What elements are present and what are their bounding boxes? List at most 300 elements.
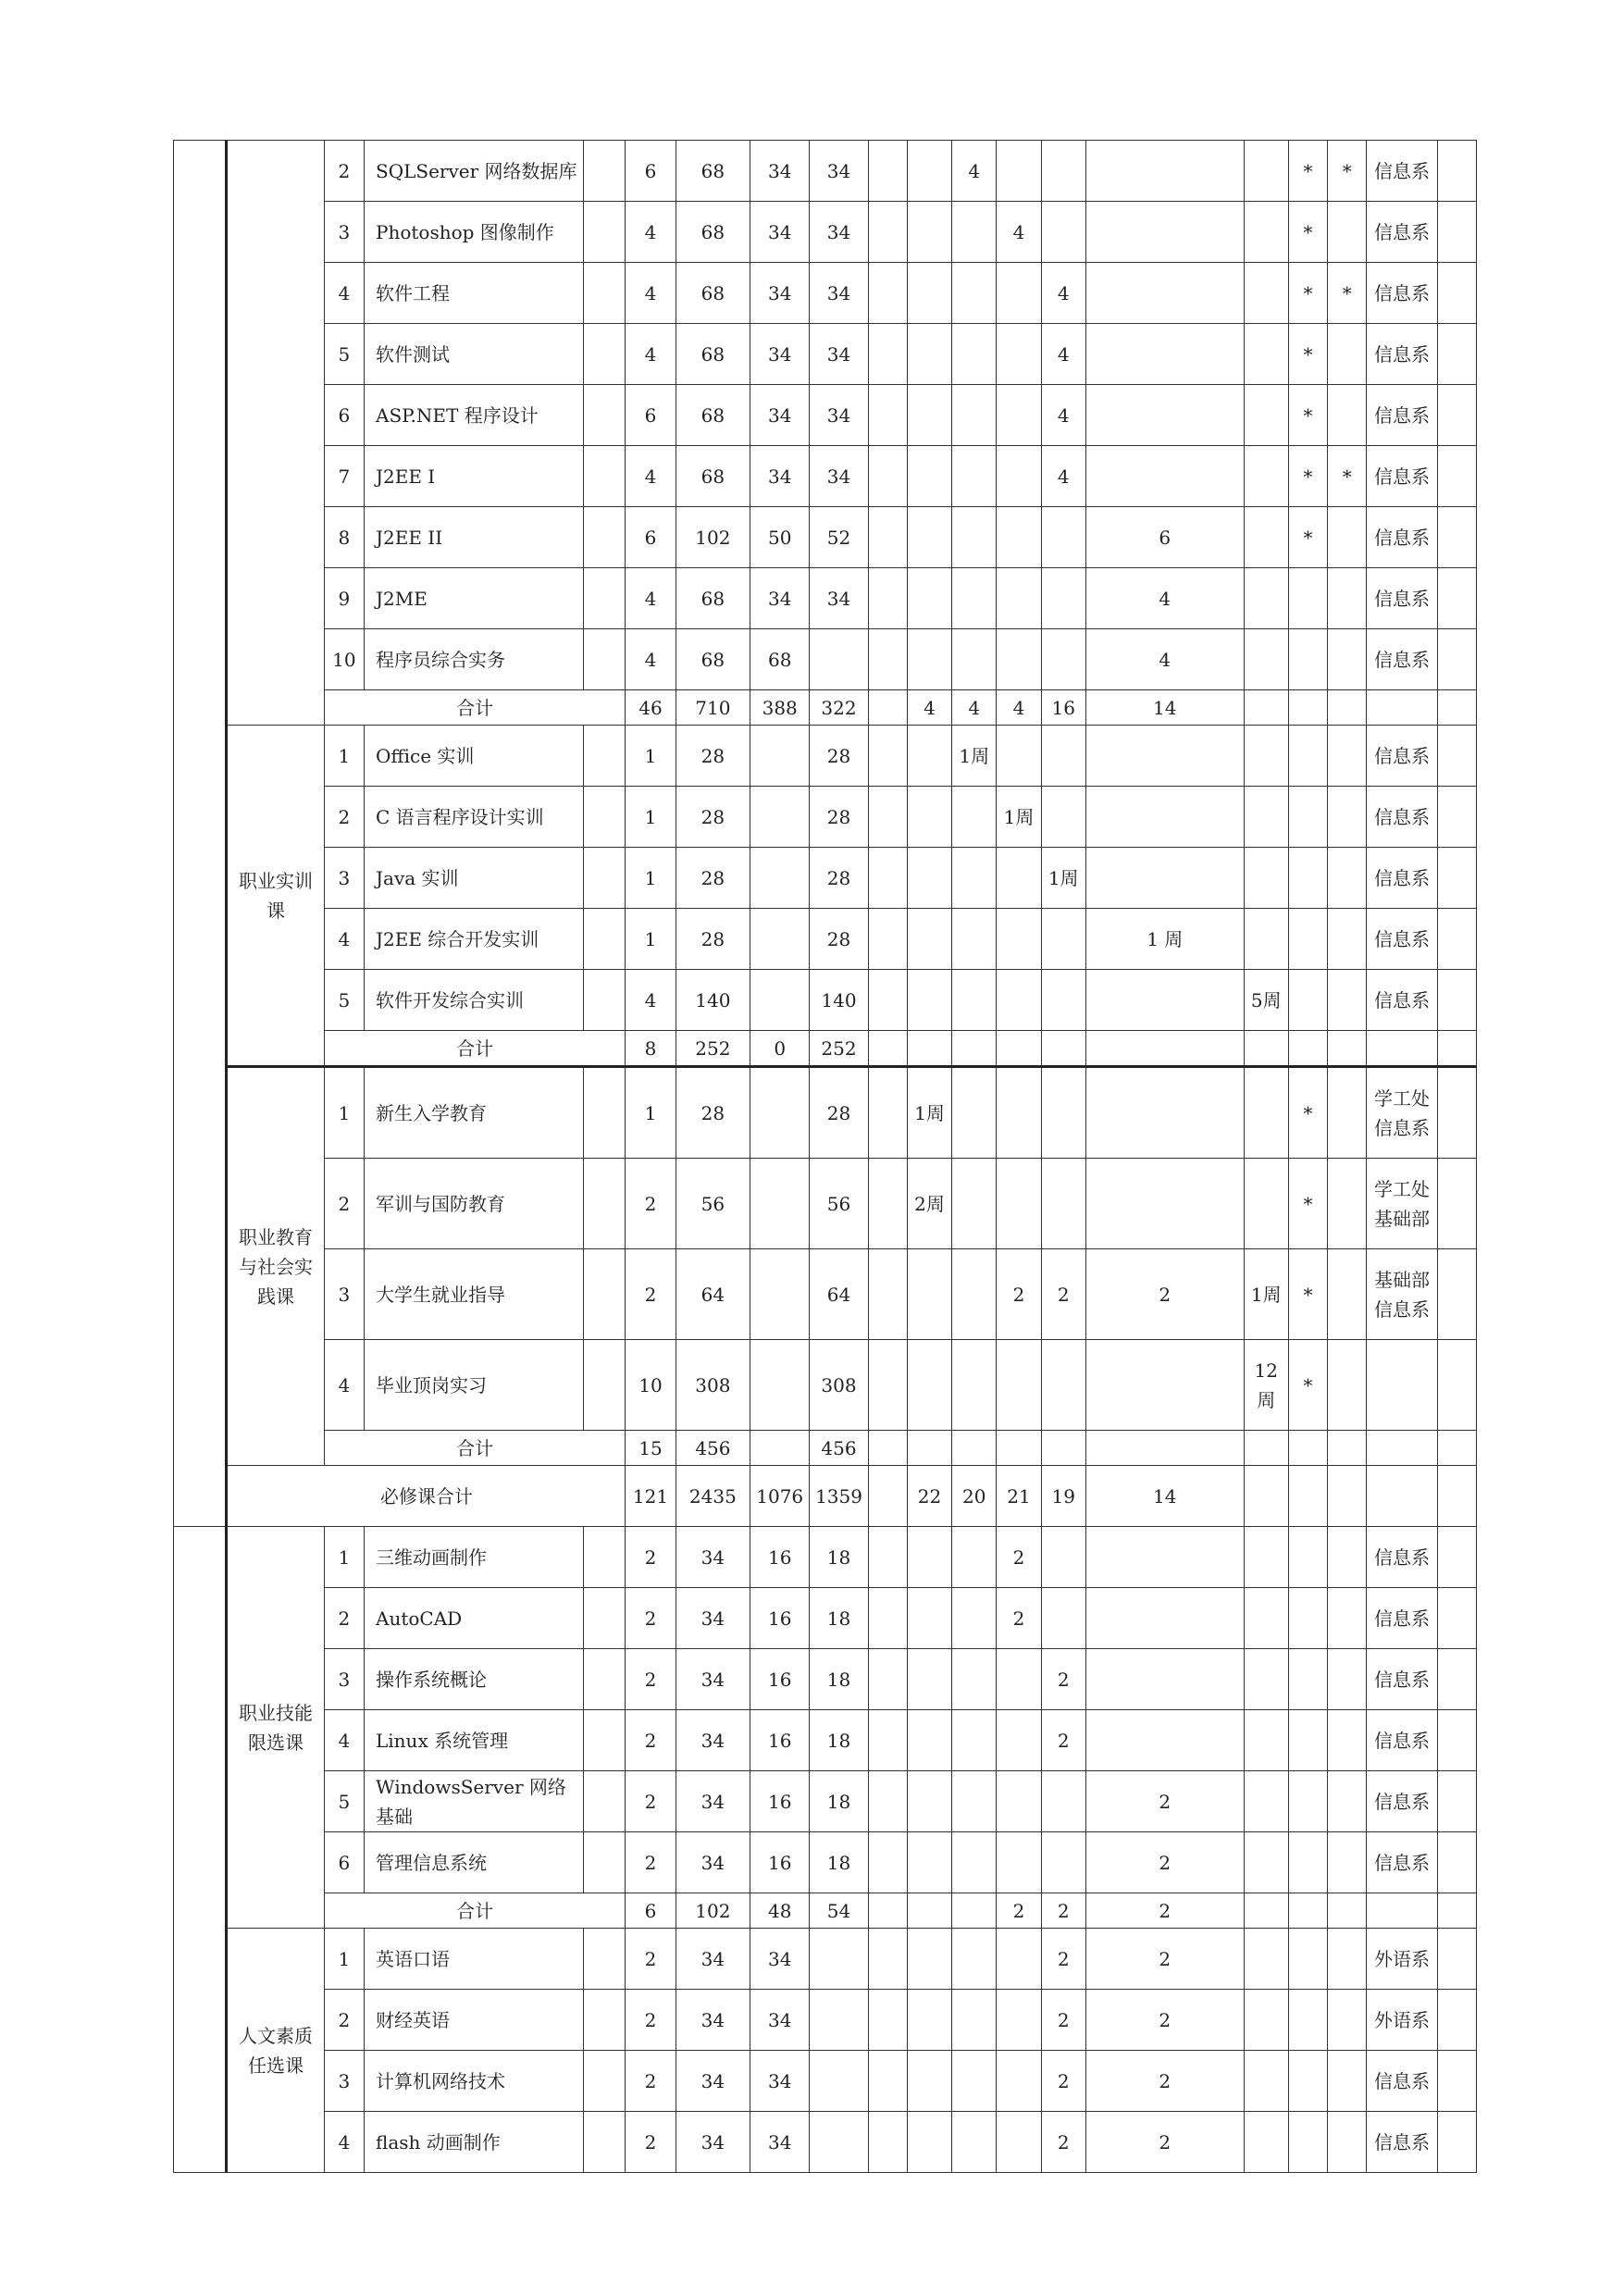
semester-hours: [1244, 1466, 1288, 1527]
semester-hours: [997, 568, 1041, 629]
course-name: J2EE II: [365, 507, 584, 568]
semester-hours: [907, 1588, 951, 1649]
remark-cell: [1437, 1249, 1476, 1340]
department: 信息系: [1367, 726, 1437, 787]
blank-cell: [868, 970, 907, 1031]
semester-hours: [952, 848, 997, 909]
semester-hours: [952, 1710, 997, 1771]
blank-cell: [868, 1649, 907, 1710]
credit: 1: [626, 909, 676, 970]
blank-cell: [584, 2112, 626, 2173]
semester-hours: [1244, 202, 1288, 263]
exam-mark: [1288, 726, 1327, 787]
theory-hours: 16: [750, 1649, 810, 1710]
semester-hours: [907, 263, 951, 324]
theory-hours: 16: [750, 1527, 810, 1588]
semester-hours: [952, 1929, 997, 1990]
course-number: 4: [324, 263, 364, 324]
theory-hours: [750, 970, 810, 1031]
theory-hours: [750, 1159, 810, 1249]
credit: 6: [626, 141, 676, 202]
practice-hours: [810, 1929, 868, 1990]
remark-cell: [1437, 1832, 1476, 1893]
blank-cell: [584, 141, 626, 202]
theory-hours: [750, 1249, 810, 1340]
department: [1367, 1340, 1437, 1431]
department: 外语系: [1367, 1990, 1437, 2051]
assessment-mark: *: [1328, 141, 1367, 202]
course-name: J2EE 综合开发实训: [365, 909, 584, 970]
blank-cell: [1288, 690, 1327, 726]
credit: 4: [626, 202, 676, 263]
remark-cell: [1437, 507, 1476, 568]
department: 信息系: [1367, 909, 1437, 970]
semester-hours: 4: [997, 690, 1041, 726]
credit: 4: [626, 446, 676, 507]
semester-hours: 2: [1041, 2051, 1085, 2112]
credit: 2: [626, 1771, 676, 1832]
course-number: 4: [324, 2112, 364, 2173]
practice-hours: 18: [810, 1588, 868, 1649]
practice-hours: 18: [810, 1710, 868, 1771]
remark-cell: [1437, 1067, 1476, 1159]
theory-hours: [750, 726, 810, 787]
total-hours: 68: [676, 141, 750, 202]
course-number: 3: [324, 202, 364, 263]
semester-hours: [1244, 1990, 1288, 2051]
semester-hours: [907, 1929, 951, 1990]
semester-hours: [997, 263, 1041, 324]
course-name: 操作系统概论: [365, 1649, 584, 1710]
department: 信息系: [1367, 1527, 1437, 1588]
department: 信息系: [1367, 1588, 1437, 1649]
semester-hours: [1085, 263, 1244, 324]
department: 信息系: [1367, 787, 1437, 848]
subtotal-label: 必修课合计: [227, 1466, 626, 1527]
practice-hours: 34: [810, 324, 868, 385]
theory-hours: 68: [750, 629, 810, 690]
practice-hours: 18: [810, 1832, 868, 1893]
assessment-mark: [1328, 385, 1367, 446]
remark-cell: [1437, 1159, 1476, 1249]
table-row: [174, 1527, 1477, 1588]
semester-hours: [1041, 1159, 1085, 1249]
total-hours: 68: [676, 446, 750, 507]
total-hours: 34: [676, 1990, 750, 2051]
semester-hours: [907, 1249, 951, 1340]
blank-cell: [584, 202, 626, 263]
semester-hours: 12周: [1244, 1340, 1288, 1431]
total-hours: 34: [676, 1929, 750, 1990]
table-row: [174, 909, 1477, 970]
department: 学工处基础部: [1367, 1159, 1437, 1249]
total-hours: 34: [676, 1527, 750, 1588]
blank-cell: [868, 1466, 907, 1527]
semester-hours: [952, 1431, 997, 1466]
semester-hours: [997, 324, 1041, 385]
subtotal-label: 合计: [324, 690, 626, 726]
semester-hours: [907, 629, 951, 690]
exam-mark: *: [1288, 1340, 1327, 1431]
remark-cell: [1437, 970, 1476, 1031]
semester-hours: [907, 1893, 951, 1929]
semester-hours: 2: [1085, 1929, 1244, 1990]
course-number: 3: [324, 2051, 364, 2112]
practice-hours: 1359: [810, 1466, 868, 1527]
semester-hours: 2: [1041, 1649, 1085, 1710]
semester-hours: [952, 202, 997, 263]
practice-hours: 28: [810, 1067, 868, 1159]
assessment-mark: [1328, 1990, 1367, 2051]
assessment-mark: *: [1328, 446, 1367, 507]
semester-hours: [1085, 1031, 1244, 1067]
exam-mark: *: [1288, 1159, 1327, 1249]
course-name: ASP.NET 程序设计: [365, 385, 584, 446]
theory-hours: [750, 848, 810, 909]
semester-hours: [1244, 385, 1288, 446]
course-plan-table: [173, 140, 1477, 2173]
blank-cell: [868, 1249, 907, 1340]
total-hours: 34: [676, 1649, 750, 1710]
exam-mark: [1288, 2112, 1327, 2173]
blank-cell: [868, 1710, 907, 1771]
remark-cell: [1437, 1649, 1476, 1710]
blank-cell: [584, 507, 626, 568]
practice-hours: 28: [810, 909, 868, 970]
semester-hours: [1041, 1340, 1085, 1431]
exam-mark: [1288, 1832, 1327, 1893]
semester-hours: 22: [907, 1466, 951, 1527]
semester-hours: [1041, 1031, 1085, 1067]
theory-hours: [750, 909, 810, 970]
table-row: [174, 568, 1477, 629]
theory-hours: 16: [750, 1588, 810, 1649]
remark-cell: [1437, 141, 1476, 202]
semester-hours: 4: [1041, 324, 1085, 385]
semester-hours: 20: [952, 1466, 997, 1527]
exam-mark: *: [1288, 263, 1327, 324]
credit: 2: [626, 1588, 676, 1649]
semester-hours: [1041, 1588, 1085, 1649]
exam-mark: [1288, 970, 1327, 1031]
semester-hours: 4: [1041, 263, 1085, 324]
semester-hours: [1244, 507, 1288, 568]
semester-hours: [1244, 787, 1288, 848]
group-label: 职业实训课: [227, 726, 325, 1067]
blank-cell: [584, 787, 626, 848]
semester-hours: [1244, 1067, 1288, 1159]
credit: 2: [626, 1649, 676, 1710]
assessment-mark: [1328, 324, 1367, 385]
practice-hours: 28: [810, 848, 868, 909]
department: 信息系: [1367, 446, 1437, 507]
practice-hours: 34: [810, 202, 868, 263]
table-row: [174, 1340, 1477, 1431]
exam-mark: [1288, 1588, 1327, 1649]
blank-cell: [868, 141, 907, 202]
theory-hours: [750, 787, 810, 848]
semester-hours: 2: [1085, 2112, 1244, 2173]
course-number: 3: [324, 848, 364, 909]
semester-hours: [1244, 446, 1288, 507]
semester-hours: 2: [1085, 1832, 1244, 1893]
semester-hours: [997, 141, 1041, 202]
remark-cell: [1437, 787, 1476, 848]
exam-mark: [1288, 2051, 1327, 2112]
semester-hours: [952, 507, 997, 568]
practice-hours: 52: [810, 507, 868, 568]
category-cell: [174, 141, 227, 1527]
department: 信息系: [1367, 1649, 1437, 1710]
table-row: [174, 507, 1477, 568]
blank-cell: [868, 1340, 907, 1431]
group-label: 职业教育与社会实践课: [227, 1067, 325, 1466]
assessment-mark: [1328, 1929, 1367, 1990]
table-row: [174, 2112, 1477, 2173]
remark-cell: [1437, 568, 1476, 629]
semester-hours: 4: [952, 141, 997, 202]
blank-cell: [584, 909, 626, 970]
course-number: 8: [324, 507, 364, 568]
semester-hours: [997, 1159, 1041, 1249]
credit: 6: [626, 385, 676, 446]
semester-hours: [952, 568, 997, 629]
blank-cell: [1367, 690, 1437, 726]
semester-hours: [952, 1340, 997, 1431]
remark-cell: [1437, 385, 1476, 446]
semester-hours: [1244, 1031, 1288, 1067]
table-row: [174, 263, 1477, 324]
blank-cell: [868, 909, 907, 970]
semester-hours: 1周: [1041, 848, 1085, 909]
course-number: 1: [324, 1929, 364, 1990]
semester-hours: [952, 1832, 997, 1893]
semester-hours: [952, 1249, 997, 1340]
semester-hours: 4: [1085, 629, 1244, 690]
course-number: 5: [324, 970, 364, 1031]
table-row: [174, 1588, 1477, 1649]
blank-cell: [584, 446, 626, 507]
total-hours: 140: [676, 970, 750, 1031]
semester-hours: 2: [997, 1893, 1041, 1929]
semester-hours: 4: [952, 690, 997, 726]
semester-hours: [1041, 1067, 1085, 1159]
semester-hours: [1085, 141, 1244, 202]
remark-cell: [1437, 202, 1476, 263]
semester-hours: [1085, 1527, 1244, 1588]
blank-cell: [868, 385, 907, 446]
total-hours: 2435: [676, 1466, 750, 1527]
table-row: [174, 1159, 1477, 1249]
theory-hours: 34: [750, 2112, 810, 2173]
practice-hours: 28: [810, 726, 868, 787]
semester-hours: [1085, 324, 1244, 385]
blank-cell: [584, 2051, 626, 2112]
semester-hours: [1244, 1893, 1288, 1929]
remark-cell: [1437, 263, 1476, 324]
semester-hours: [1244, 263, 1288, 324]
semester-hours: [952, 1067, 997, 1159]
remark-cell: [1437, 1710, 1476, 1771]
course-number: 4: [324, 1710, 364, 1771]
total-hours: 34: [676, 2112, 750, 2173]
blank-cell: [868, 263, 907, 324]
semester-hours: [1041, 970, 1085, 1031]
course-name: 软件开发综合实训: [365, 970, 584, 1031]
blank-cell: [584, 1990, 626, 2051]
semester-hours: [997, 848, 1041, 909]
semester-hours: [1244, 1649, 1288, 1710]
semester-hours: [1244, 1771, 1288, 1832]
course-name: AutoCAD: [365, 1588, 584, 1649]
semester-hours: [907, 324, 951, 385]
department: 外语系: [1367, 1929, 1437, 1990]
course-name: 英语口语: [365, 1929, 584, 1990]
remark-cell: [1437, 1527, 1476, 1588]
theory-hours: 388: [750, 690, 810, 726]
semester-hours: [907, 1710, 951, 1771]
blank-cell: [1437, 1031, 1476, 1067]
blank-cell: [868, 1832, 907, 1893]
semester-hours: [1244, 324, 1288, 385]
total-hours: 34: [676, 1710, 750, 1771]
semester-hours: [952, 324, 997, 385]
total-hours: 68: [676, 202, 750, 263]
exam-mark: *: [1288, 507, 1327, 568]
practice-hours: [810, 629, 868, 690]
blank-cell: [1367, 1031, 1437, 1067]
department: 信息系: [1367, 848, 1437, 909]
semester-hours: [1085, 446, 1244, 507]
blank-cell: [584, 1249, 626, 1340]
course-number: 4: [324, 909, 364, 970]
credit: 6: [626, 507, 676, 568]
theory-hours: 34: [750, 446, 810, 507]
semester-hours: [907, 2112, 951, 2173]
semester-hours: [952, 2051, 997, 2112]
department: 信息系: [1367, 141, 1437, 202]
assessment-mark: [1328, 848, 1367, 909]
semester-hours: [997, 1771, 1041, 1832]
semester-hours: [907, 1990, 951, 2051]
table-row: [174, 446, 1477, 507]
practice-hours: 18: [810, 1649, 868, 1710]
semester-hours: 4: [1041, 385, 1085, 446]
theory-hours: 34: [750, 141, 810, 202]
department: 信息系: [1367, 385, 1437, 446]
semester-hours: 1周: [907, 1067, 951, 1159]
semester-hours: 2周: [907, 1159, 951, 1249]
practice-hours: 18: [810, 1771, 868, 1832]
semester-hours: [952, 1588, 997, 1649]
semester-hours: 2: [1041, 1990, 1085, 2051]
semester-hours: [1041, 568, 1085, 629]
blank-cell: [1437, 1431, 1476, 1466]
semester-hours: [952, 1990, 997, 2051]
semester-hours: [1244, 2051, 1288, 2112]
semester-hours: [1244, 1527, 1288, 1588]
blank-cell: [584, 1340, 626, 1431]
semester-hours: [997, 1067, 1041, 1159]
blank-cell: [868, 2112, 907, 2173]
subtotal-row: [174, 1893, 1477, 1929]
assessment-mark: [1328, 568, 1367, 629]
total-hours: 68: [676, 263, 750, 324]
course-name: C 语言程序设计实训: [365, 787, 584, 848]
semester-hours: [952, 1893, 997, 1929]
blank-cell: [1367, 1893, 1437, 1929]
semester-hours: [997, 726, 1041, 787]
course-number: 3: [324, 1649, 364, 1710]
course-name: flash 动画制作: [365, 2112, 584, 2173]
blank-cell: [868, 507, 907, 568]
blank-cell: [1367, 1466, 1437, 1527]
department: 信息系: [1367, 629, 1437, 690]
practice-hours: 18: [810, 1527, 868, 1588]
course-number: 7: [324, 446, 364, 507]
group-label: [227, 141, 325, 726]
table-row: [174, 324, 1477, 385]
semester-hours: [1244, 726, 1288, 787]
table-row: [174, 1929, 1477, 1990]
blank-cell: [868, 1067, 907, 1159]
semester-hours: [1041, 1431, 1085, 1466]
semester-hours: [1244, 629, 1288, 690]
theory-hours: 0: [750, 1031, 810, 1067]
semester-hours: 2: [1041, 2112, 1085, 2173]
remark-cell: [1437, 1771, 1476, 1832]
semester-hours: [907, 970, 951, 1031]
semester-hours: [1244, 1832, 1288, 1893]
total-hours: 710: [676, 690, 750, 726]
assessment-mark: [1328, 1067, 1367, 1159]
course-name: 管理信息系统: [365, 1832, 584, 1893]
blank-cell: [1437, 1893, 1476, 1929]
credit: 1: [626, 848, 676, 909]
course-number: 2: [324, 1990, 364, 2051]
theory-hours: [750, 1067, 810, 1159]
semester-hours: [1244, 1588, 1288, 1649]
blank-cell: [868, 690, 907, 726]
semester-hours: 14: [1085, 690, 1244, 726]
blank-cell: [1328, 1466, 1367, 1527]
semester-hours: 2: [1041, 1893, 1085, 1929]
semester-hours: [1244, 848, 1288, 909]
semester-hours: [997, 1340, 1041, 1431]
practice-hours: 308: [810, 1340, 868, 1431]
table-row: [174, 970, 1477, 1031]
semester-hours: 1周: [1244, 1249, 1288, 1340]
blank-cell: [584, 1159, 626, 1249]
assessment-mark: [1328, 2112, 1367, 2173]
credit: 2: [626, 2112, 676, 2173]
remark-cell: [1437, 324, 1476, 385]
theory-hours: 34: [750, 202, 810, 263]
credit: 2: [626, 1159, 676, 1249]
subtotal-row: [174, 1031, 1477, 1067]
blank-cell: [1437, 1466, 1476, 1527]
exam-mark: [1288, 909, 1327, 970]
table-row: [174, 726, 1477, 787]
blank-cell: [584, 970, 626, 1031]
theory-hours: 16: [750, 1832, 810, 1893]
theory-hours: 34: [750, 263, 810, 324]
blank-cell: [584, 1771, 626, 1832]
course-name: 程序员综合实务: [365, 629, 584, 690]
blank-cell: [1328, 1031, 1367, 1067]
credit: 4: [626, 324, 676, 385]
assessment-mark: [1328, 202, 1367, 263]
